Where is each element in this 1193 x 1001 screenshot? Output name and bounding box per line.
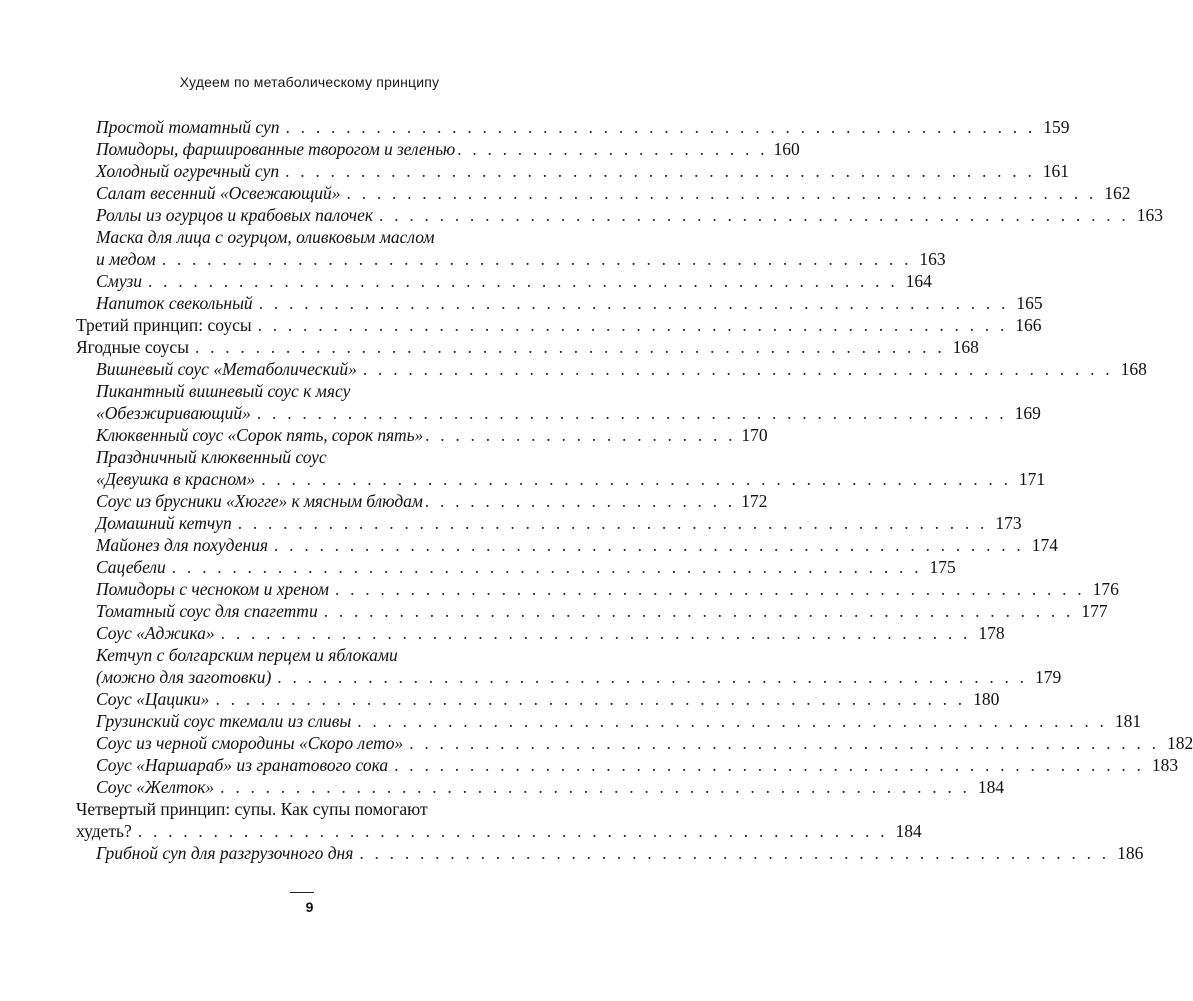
toc-entry[interactable] <box>76 424 768 446</box>
toc-entry-title: Грибной суп для разгрузочного дня <box>96 843 354 863</box>
toc-entry[interactable] <box>76 182 1131 204</box>
toc-entry-page: 186 <box>1117 843 1144 863</box>
toc-entry-page: 169 <box>1014 403 1041 423</box>
toc-entry[interactable] <box>76 776 1005 798</box>
toc-entry-page: 181 <box>1114 711 1142 731</box>
toc-entry-page: 159 <box>1043 117 1070 137</box>
toc-leader-dots: . . . . . . . . . . . . . . . . . . . . . . . . . . . . . . . . . . . . . . . . . . . . . . . . . . <box>362 359 1113 379</box>
toc-entry-page: 161 <box>1042 161 1070 181</box>
toc-leader-dots: . . . . . . . . . . . . . . . . . . . . . <box>424 491 736 511</box>
toc-chapter-page: 184 <box>895 821 922 841</box>
toc-chapter-line-1[interactable] <box>76 798 514 820</box>
toc-leader-dots: . . . . . . . . . . . . . . . . . . . . . <box>425 425 736 445</box>
toc-entry-title: Соус из черной смородины «Скоро лето» <box>96 733 404 753</box>
toc-entry-title: Грузинский соус ткемали из сливы <box>96 711 352 731</box>
toc-entry-line-1[interactable] <box>76 226 514 248</box>
toc-entry-page: 180 <box>973 689 1000 709</box>
toc-leader-dots: . . . . . . . . . . . . . . . . . . . . . . . . . . . . . . . . . . . . . . . . . . . . . . . . . . <box>379 205 1129 225</box>
toc-entry[interactable] <box>76 490 768 512</box>
toc-entry-title: Роллы из огурцов и крабовых палочек <box>96 205 374 225</box>
toc-chapter-page: 166 <box>1015 315 1042 335</box>
toc-leader-dots: . . . . . . . . . . . . . . . . . . . . . . . . . . . . . . . . . . . . . . . . . . . . . . . . . . <box>285 117 1036 137</box>
toc-entry[interactable] <box>76 754 1179 776</box>
toc-entry-title: Соус «Цацики» <box>96 689 210 709</box>
toc-entry-page: 165 <box>1016 293 1043 313</box>
toc-leader-dots: . . . . . . . . . . . . . . . . . . . . . . . . . . . . . . . . . . . . . . . . . . . . . . . . . . <box>147 271 898 291</box>
toc-entry[interactable] <box>76 138 800 160</box>
toc-leader-dots: . . . . . . . . . . . . . . . . . . . . . . . . . . . . . . . . . . . . . . . . . . . . . . . . . . <box>277 667 1028 687</box>
toc-entry[interactable] <box>76 688 1000 710</box>
toc-entry-line-1[interactable] <box>76 380 514 402</box>
toc-leader-dots: . . . . . . . . . . . . . . . . . . . . . . . . . . . . . . . . . . . . . . . . . . . . . . . . . . <box>274 535 1024 555</box>
toc-leader-dots: . . . . . . . . . . . . . . . . . . . . . . . . . . . . . . . . . . . . . . . . . . . . . . . . . . <box>137 821 888 841</box>
toc-entry[interactable] <box>76 116 1070 138</box>
toc-entry-title: Соус «Желток» <box>96 777 215 797</box>
toc-entry-page: 184 <box>977 777 1005 797</box>
toc-entry-title: Соус из брусники «Хюгге» к мясным блюдам <box>96 491 423 511</box>
toc-entry-line-2[interactable] <box>76 468 1046 490</box>
toc-entry[interactable] <box>76 622 1005 644</box>
toc-section[interactable] <box>76 336 979 358</box>
toc-chapter-line-2[interactable] <box>76 820 922 842</box>
toc-chapter-title: Третий принцип: соусы <box>76 315 252 335</box>
toc-leader-dots: . . . . . . . . . . . . . . . . . . . . . . . . . . . . . . . . . . . . . . . . . . . . . . . . . . <box>261 469 1012 489</box>
toc-entry-line-2[interactable] <box>76 402 1041 424</box>
toc-entry-title: Сацебели <box>96 557 166 577</box>
toc-entry-title-continued: и медом <box>96 249 156 269</box>
toc-entry[interactable] <box>76 534 1058 556</box>
toc-leader-dots: . . . . . . . . . . . . . . . . . . . . . . . . . . . . . . . . . . . . . . . . . . . . . . . . . . <box>171 557 922 577</box>
toc-entry-page: 171 <box>1018 469 1046 489</box>
toc-entry[interactable] <box>76 204 1163 226</box>
toc-section-page: 168 <box>952 337 979 357</box>
toc-entry-title: Клюквенный соус «Сорок пять, сорок пять» <box>96 425 424 445</box>
toc-entry-title: Салат весенний «Освежающий» <box>96 183 341 203</box>
toc-chapter-title-continued: худеть? <box>76 821 132 841</box>
toc-entry-title: Напиток свекольный <box>96 293 253 313</box>
toc-entry-page: 175 <box>929 557 956 577</box>
toc-entry-title: Смузи <box>96 271 142 291</box>
toc-leader-dots: . . . . . . . . . . . . . . . . . . . . . . . . . . . . . . . . . . . . . . . . . . . . . . . . . . <box>194 337 945 357</box>
toc-entry-title: Холодный огуречный суп <box>96 161 280 181</box>
toc-entry-page: 168 <box>1120 359 1147 379</box>
toc-entry-page: 164 <box>905 271 932 291</box>
toc-entry[interactable] <box>76 578 1119 600</box>
toc-entry-title-continued: (можно для заготовки) <box>96 667 272 687</box>
toc-entry-page: 177 <box>1081 601 1108 621</box>
toc-entry[interactable] <box>76 270 932 292</box>
toc-entry-title: Вишневый соус «Метаболический» <box>96 359 357 379</box>
toc-entry-page: 182 <box>1166 733 1193 753</box>
toc-leader-dots: . . . . . . . . . . . . . . . . . . . . . . . . . . . . . . . . . . . . . . . . . . . . . . . . . . <box>161 249 912 269</box>
toc-entry[interactable] <box>76 160 1070 182</box>
toc-entry[interactable] <box>76 292 1043 314</box>
toc-entry-page: 162 <box>1104 183 1131 203</box>
running-header: Худеем по метаболическому принципу <box>179 74 440 90</box>
toc-entry-title: Соус «Аджика» <box>96 623 215 643</box>
toc-chapter-title: Четвертый принцип: супы. Как супы помогают <box>76 799 428 819</box>
toc-entry-title: Пикантный вишневый соус к мясу <box>96 381 351 401</box>
toc-entry-page: 163 <box>1136 205 1163 225</box>
toc-leader-dots: . . . . . . . . . . . . . . . . . . . . . . . . . . . . . . . . . . . . . . . . . . . . . . . . . . <box>220 777 971 797</box>
toc-entry-title: Кетчуп с болгарским перцем и яблоками <box>96 645 398 665</box>
toc-leader-dots: . . . . . . . . . . . . . . . . . . . . . <box>457 139 768 159</box>
toc-entry-page: 163 <box>919 249 946 269</box>
toc-entry-title-continued: «Девушка в красном» <box>96 469 256 489</box>
toc-entry-line-1[interactable] <box>76 446 514 468</box>
toc-entry-page: 173 <box>995 513 1022 533</box>
toc-entry-title: Помидоры с чесноком и хреном <box>96 579 329 599</box>
toc-leader-dots: . . . . . . . . . . . . . . . . . . . . . . . . . . . . . . . . . . . . . . . . . . . . . . . . . . <box>334 579 1085 599</box>
toc-entry-title: Томатный соус для спагетти <box>96 601 318 621</box>
toc-entry-title: Соус «Наршараб» из гранатового сока <box>96 755 389 775</box>
toc-entry-page: 170 <box>741 425 768 445</box>
toc-leader-dots: . . . . . . . . . . . . . . . . . . . . . . . . . . . . . . . . . . . . . . . . . . . . . . . . . . <box>394 755 1145 775</box>
toc-entry[interactable] <box>76 732 1193 754</box>
toc-entry[interactable] <box>76 556 956 578</box>
toc-entry-page: 174 <box>1031 535 1058 555</box>
toc-entry[interactable] <box>76 358 1147 380</box>
toc-entry[interactable] <box>76 710 1142 732</box>
toc-section-title: Ягодные соусы <box>76 337 189 357</box>
toc-entry-line-1[interactable] <box>76 644 514 666</box>
toc-entry-title: Домашний кетчуп <box>96 513 232 533</box>
toc-leader-dots: . . . . . . . . . . . . . . . . . . . . . . . . . . . . . . . . . . . . . . . . . . . . . . . . . . <box>323 601 1074 621</box>
toc-leader-dots: . . . . . . . . . . . . . . . . . . . . . . . . . . . . . . . . . . . . . . . . . . . . . . . . . . <box>357 711 1108 731</box>
toc-entry-title: Майонез для похудения <box>96 535 269 555</box>
table-of-contents <box>76 116 1193 864</box>
toc-chapter[interactable] <box>76 314 1042 336</box>
toc-leader-dots: . . . . . . . . . . . . . . . . . . . . . . . . . . . . . . . . . . . . . . . . . . . . . . . . . . <box>346 183 1097 203</box>
toc-entry-line-2[interactable] <box>76 666 1062 688</box>
toc-entry-page: 183 <box>1151 755 1179 775</box>
folio-rule <box>290 892 314 893</box>
page-number: 9 <box>305 899 314 915</box>
toc-entry[interactable] <box>76 842 1144 864</box>
toc-entry[interactable] <box>76 512 1022 534</box>
toc-leader-dots: . . . . . . . . . . . . . . . . . . . . . . . . . . . . . . . . . . . . . . . . . . . . . . . . . . <box>258 293 1009 313</box>
toc-entry-title: Помидоры, фаршированные творогом и зеленью <box>96 139 456 159</box>
toc-leader-dots: . . . . . . . . . . . . . . . . . . . . . . . . . . . . . . . . . . . . . . . . . . . . . . . . . . <box>215 689 966 709</box>
toc-leader-dots: . . . . . . . . . . . . . . . . . . . . . . . . . . . . . . . . . . . . . . . . . . . . . . . . . . <box>359 843 1110 863</box>
toc-entry-title-continued: «Обезжиривающий» <box>96 403 251 423</box>
toc-leader-dots: . . . . . . . . . . . . . . . . . . . . . . . . . . . . . . . . . . . . . . . . . . . . . . . . . . <box>256 403 1007 423</box>
toc-leader-dots: . . . . . . . . . . . . . . . . . . . . . . . . . . . . . . . . . . . . . . . . . . . . . . . . . . <box>257 315 1008 335</box>
toc-entry-page: 179 <box>1034 667 1062 687</box>
toc-entry[interactable] <box>76 600 1108 622</box>
toc-leader-dots: . . . . . . . . . . . . . . . . . . . . . . . . . . . . . . . . . . . . . . . . . . . . . . . . . . <box>237 513 988 533</box>
toc-leader-dots: . . . . . . . . . . . . . . . . . . . . . . . . . . . . . . . . . . . . . . . . . . . . . . . . . . <box>285 161 1036 181</box>
toc-leader-dots: . . . . . . . . . . . . . . . . . . . . . . . . . . . . . . . . . . . . . . . . . . . . . . . . . . <box>220 623 971 643</box>
toc-entry-page: 178 <box>978 623 1005 643</box>
toc-entry-page: 176 <box>1092 579 1119 599</box>
toc-leader-dots: . . . . . . . . . . . . . . . . . . . . . . . . . . . . . . . . . . . . . . . . . . . . . . . . . . <box>409 733 1160 753</box>
toc-entry-title: Праздничный клюквенный соус <box>96 447 327 467</box>
toc-entry-page: 160 <box>773 139 800 159</box>
toc-entry-title: Маска для лица с огурцом, оливковым маслом <box>96 227 435 247</box>
toc-entry-line-2[interactable] <box>76 248 946 270</box>
toc-entry-title: Простой томатный суп <box>96 117 280 137</box>
toc-entry-page: 172 <box>741 491 768 511</box>
